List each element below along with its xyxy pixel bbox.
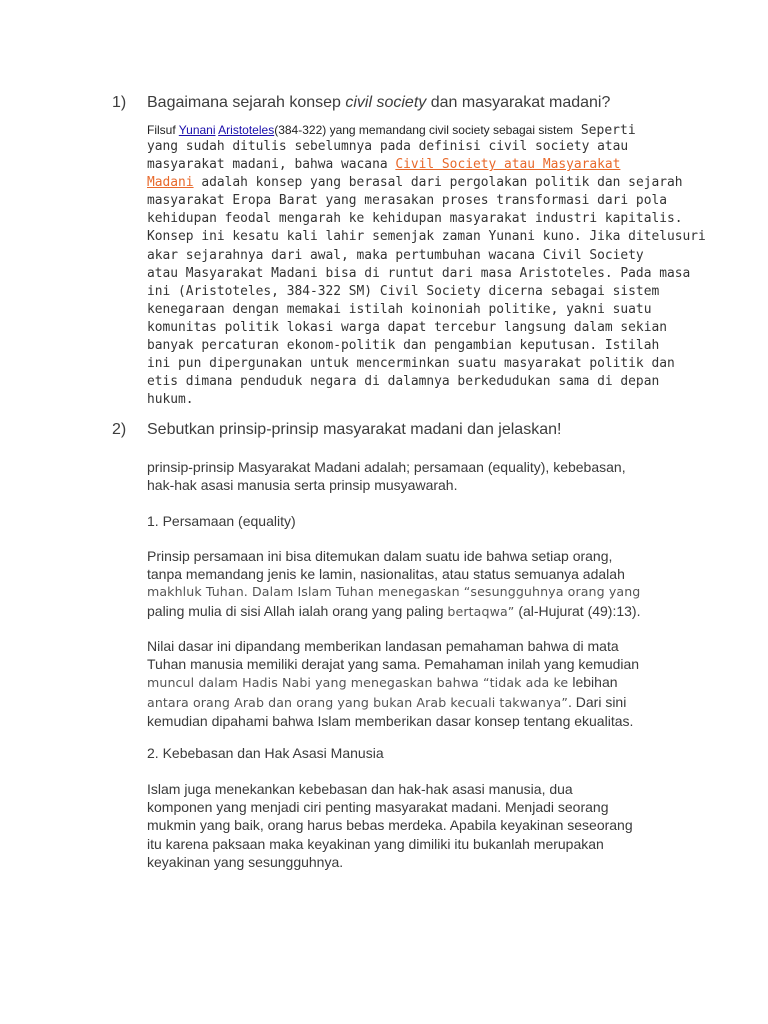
paragraph-kebebasan: Islam juga menekankan kebebasan dan hak-hak asasi manusia, dua komponen yang menjadi ciri penting masyarakat madani. Menjadi seorang mukmin yang baik, orang harus bebas merdeka. Apabila keyakinan seseorang itu karena paksaan maka keyakinan yang dimiliki itu bukanlah merupakan keyakinan yang sesungguhnya. <box>147 781 633 870</box>
question-number: 2) <box>112 421 127 438</box>
link-civil-society[interactable]: Civil Society atau Masyarakat <box>395 157 621 173</box>
link-madani[interactable]: Madani <box>147 175 194 191</box>
paragraph-nilai-dasar: Nilai dasar ini dipandang memberikan landasan pemahaman bahwa di mata Tuhan manusia memiliki derajat yang sama. Pemahaman inilah yang kemudian muncul dalam Hadis Nabi yang menegaskan bahwa “tidak ada ke lebihan antara orang Arab dan orang yang bukan Arab kecuali takwanya”. Dari sini kemudian dipahami bahwa Islam memberikan dasar konsep tentang ekualitas. <box>147 638 640 729</box>
answer-1-body: yang sudah ditulis sebelumnya pada definisi civil society atau masyarakat madani, bahwa wacana Civil Society atau Masyarakat Madani adalah konsep yang berasal dari pergolakan politik dan sejarah masyarakat Eropa Barat yang merasakan proses transformasi dari pola kehidupan feodal mengarah ke kehidupan masyarakat industri kapitalis. Konsep ini kesatu kali lahir semenjak zaman Yunani kuno. Jika ditelusuri akar sejarahnya dari awal, maka pertumbuhan wacana Civil Society atau Masyarakat Madani bisa di runtut dari masa Aristoteles. Pada masa ini (Aristoteles, 384-322 SM) Civil Society dicerna sebagai sistem kenegaraan dengan memakai istilah koinoniah politike, yakni suatu komunitas politik lokasi warga dapat tercebur langsung dalam sekian banyak percaturan ekonom-politik dan pengambian keputusan. Istilah ini pun dipergunakan untuk mencerminkan suatu masyarakat politik dan etis dimana penduduk negara di dalamnya berkedudukan sama di depan hukum. <box>147 139 706 408</box>
question-number: 1) <box>112 94 127 111</box>
question-text: Sebutkan prinsip-prinsip masyarakat madani dan jelaskan! <box>147 421 562 438</box>
link-yunani[interactable]: Yunani <box>178 123 216 137</box>
heading-persamaan: 1. Persamaan (equality) <box>147 513 296 529</box>
answer-1 <box>147 123 706 409</box>
question-text: Bagaimana sejarah konsep civil society dan masyarakat madani? <box>147 94 611 111</box>
link-aristoteles[interactable]: Aristoteles <box>218 123 275 137</box>
paragraph-persamaan: Prinsip persamaan ini bisa ditemukan dalam suatu ide bahwa setiap orang, tanpa memandang jenis ke lamin, nasionalitas, atau status semuanya adalah makhluk Tuhan. Dalam Islam Tuhan menegaskan “sesungguhnya orang yang paling mulia di sisi Allah ialah orang yang paling bertaqwa” (al-Hujurat (49):13). <box>147 548 641 619</box>
answer-2-intro: prinsip-prinsip Masyarakat Madani adalah; persamaan (equality), kebebasan, hak-hak asasi manusia serta prinsip musyawarah. <box>147 459 626 494</box>
heading-kebebasan: 2. Kebebasan dan Hak Asasi Manusia <box>147 745 384 761</box>
answer-1-first-line: Filsuf Yunani Aristoteles(384-322) yang memandang civil society sebagai sistem Seperti <box>147 123 636 138</box>
